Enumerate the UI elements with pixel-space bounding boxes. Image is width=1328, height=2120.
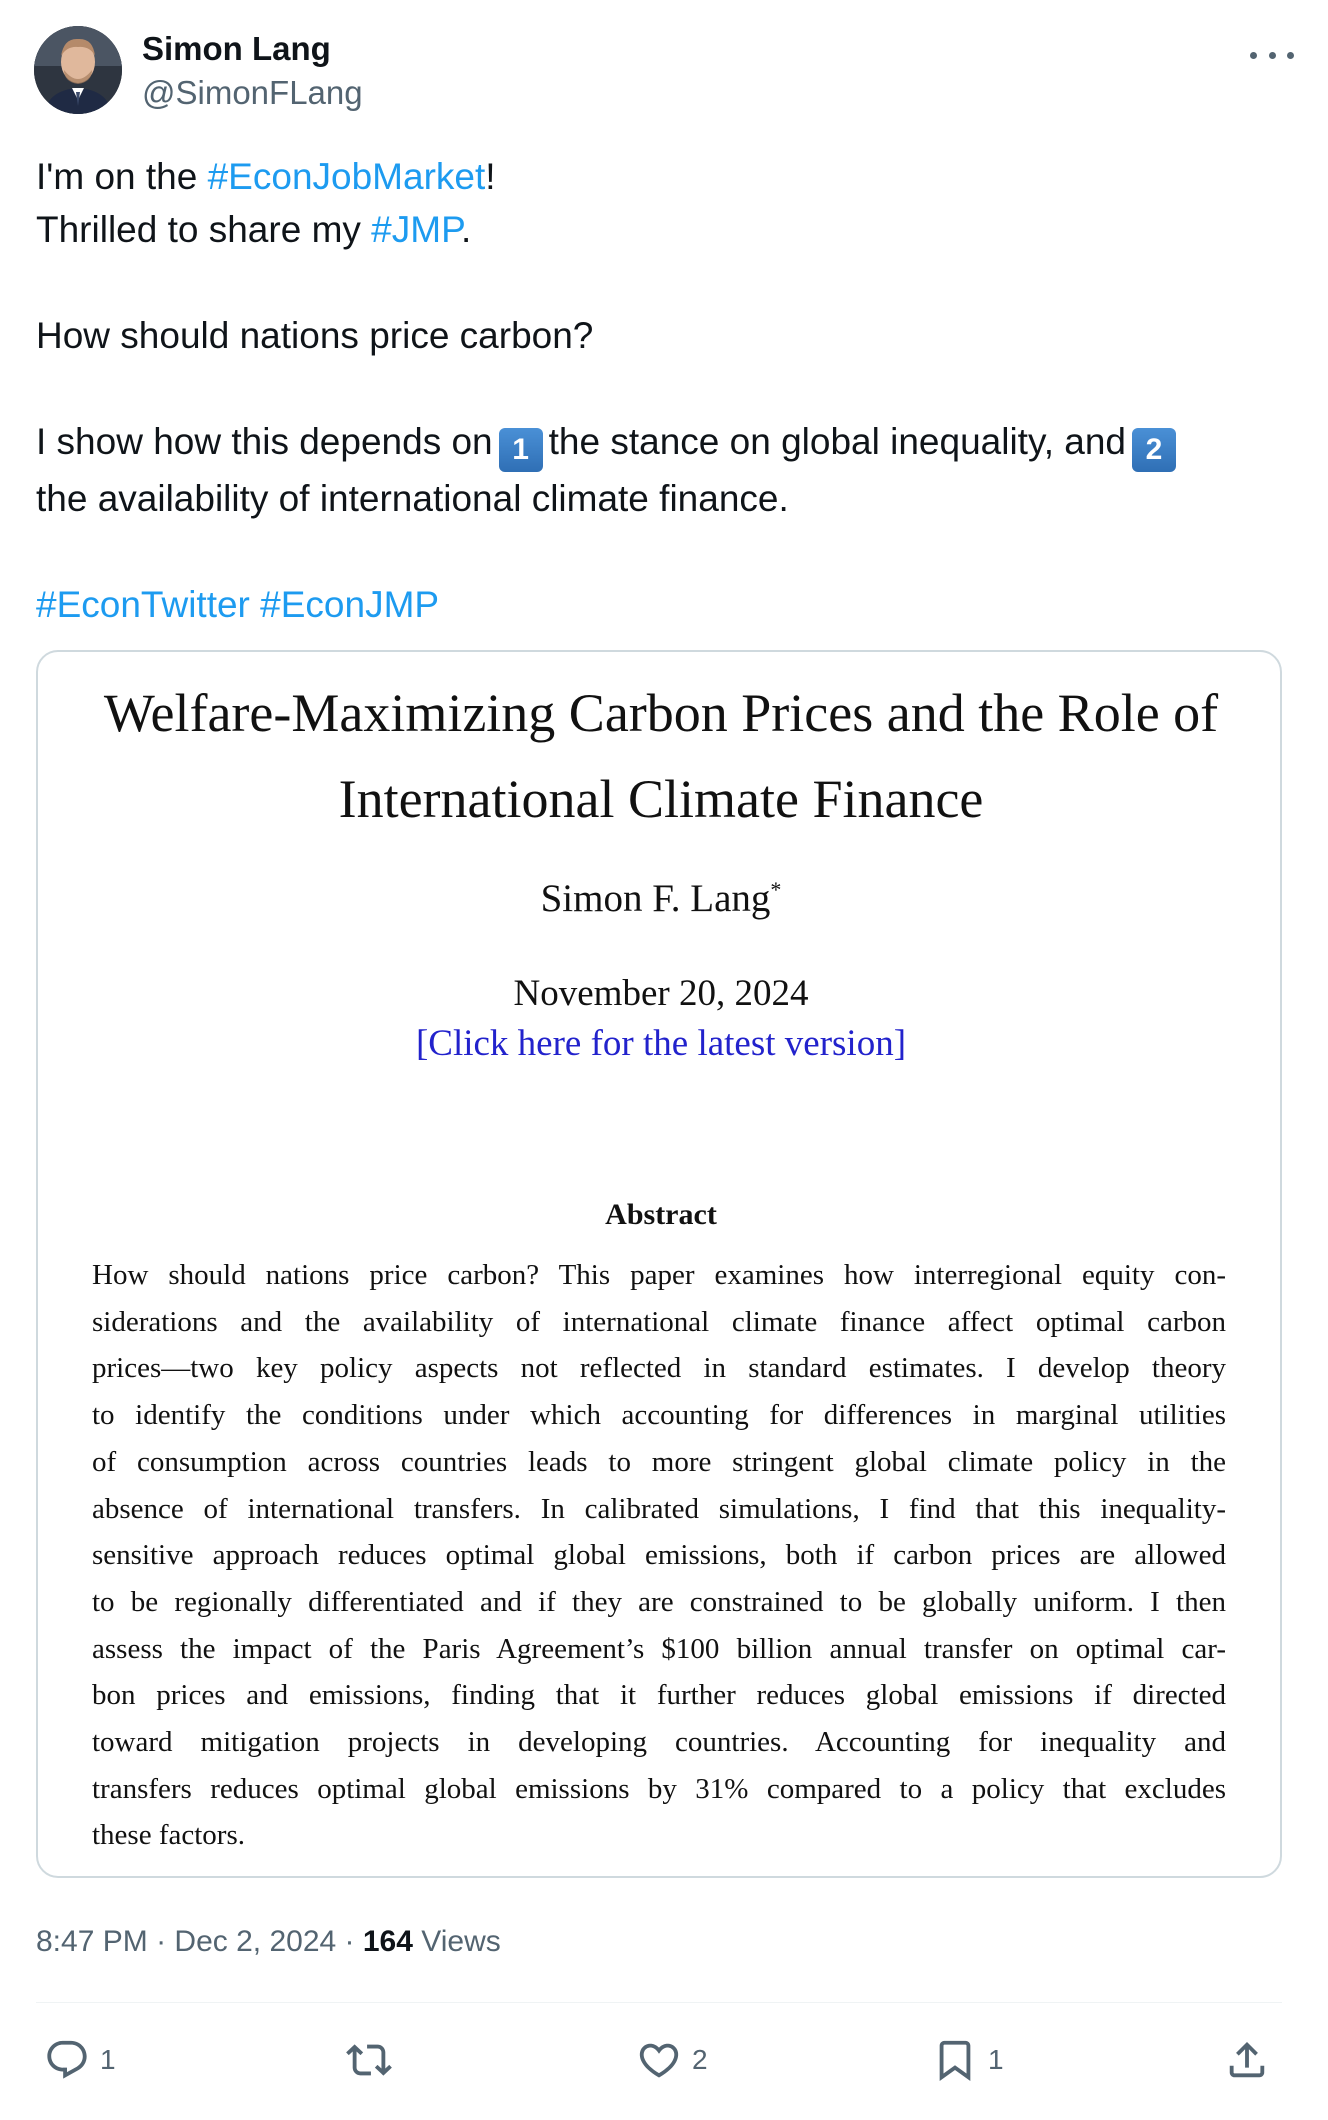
footnote-mark: *	[770, 877, 782, 902]
attached-image[interactable]	[36, 650, 1282, 1878]
keycap-one-icon: 1	[499, 428, 543, 472]
hashtag-link[interactable]: #EconJMP	[260, 584, 440, 625]
bookmark-icon	[932, 2037, 978, 2083]
abstract-line: toward mitigation projects in developing countries. Accounting for inequality and	[92, 1726, 1226, 1759]
retweet-icon	[346, 2037, 392, 2083]
divider	[36, 2002, 1282, 2003]
abstract-line: of consumption across countries leads to more stringent global climate policy in the	[92, 1445, 1226, 1478]
abstract-line: bon prices and emissions, finding that it further reduces global emissions if directed	[92, 1679, 1226, 1712]
text-segment: I show how this depends on	[36, 421, 493, 462]
views-label: Views	[412, 1925, 501, 1958]
separator: ·	[147, 1925, 175, 1958]
more-dot	[1250, 52, 1257, 59]
hashtag-link[interactable]: #EconJobMarket	[207, 156, 486, 197]
paper-date: November 20, 2024	[513, 973, 809, 1014]
retweet-button[interactable]	[346, 2030, 402, 2090]
tweet-header	[34, 26, 1294, 116]
abstract-line: to be regionally differentiated and if they are constrained to be globally uniform. I then	[92, 1585, 1226, 1618]
share-button[interactable]	[1224, 2030, 1270, 2090]
abstract-line: these factors.	[92, 1819, 245, 1852]
abstract-text	[92, 1252, 1226, 1859]
text-segment: I'm on the	[36, 156, 208, 197]
separator: ·	[336, 1925, 363, 1958]
like-icon	[636, 2037, 682, 2083]
author-name[interactable]: Simon Lang	[142, 30, 331, 67]
tweet-meta	[36, 1925, 501, 1959]
keycap-two-icon: 2	[1132, 428, 1176, 472]
bookmark-button[interactable]	[932, 2030, 1004, 2090]
tweet-line	[36, 578, 1276, 631]
blank-line	[36, 362, 1276, 415]
more-dot	[1287, 52, 1294, 59]
tweet-line	[36, 415, 1276, 472]
author-handle[interactable]: @SimonFLang	[142, 74, 363, 111]
text-segment: !	[485, 156, 496, 197]
abstract-line: to identify the conditions under which accounting for differences in marginal utilities	[92, 1399, 1226, 1432]
like-button[interactable]	[636, 2030, 708, 2090]
abstract-line: prices—two key policy aspects not reflected in standard estimates. I develop theory	[92, 1352, 1226, 1385]
abstract-heading: Abstract	[605, 1198, 717, 1231]
abstract-line: sensitive approach reduces optimal global emissions, both if carbon prices are allowed	[92, 1539, 1226, 1572]
abstract-line: siderations and the availability of international climate finance affect optimal carbon	[92, 1305, 1226, 1338]
tweet-line: the availability of international climate finance.	[36, 478, 789, 519]
tweet-line: How should nations price carbon?	[36, 315, 594, 356]
reply-icon	[44, 2037, 90, 2083]
reply-count: 1	[100, 2044, 116, 2075]
paper-author	[38, 876, 1282, 921]
tweet-time[interactable]: 8:47 PM	[36, 1925, 148, 1958]
more-dot	[1269, 52, 1276, 59]
bookmark-count: 1	[988, 2044, 1004, 2075]
paper-author-name: Simon F. Lang	[540, 877, 771, 920]
tweet-date[interactable]: Dec 2, 2024	[174, 1925, 337, 1958]
abstract-line: assess the impact of the Paris Agreement’s $100 billion annual transfer on optimal car-	[92, 1632, 1226, 1665]
avatar-photo	[34, 26, 122, 114]
abstract-line: absence of international transfers. In calibrated simulations, I find that this inequality-	[92, 1492, 1226, 1525]
action-bar	[36, 2030, 1282, 2090]
hashtag-link[interactable]: #JMP	[371, 209, 461, 250]
text-segment: .	[460, 209, 472, 250]
tweet-text	[36, 150, 1276, 631]
text-segment: Thrilled to share my	[36, 209, 372, 250]
tweet-line	[36, 150, 1276, 203]
paper-title-line: International Climate Finance	[338, 769, 984, 829]
text-segment: the stance on global inequality, and	[548, 421, 1126, 462]
abstract-line: How should nations price carbon? This paper examines how interregional equity con-	[92, 1259, 1226, 1291]
views-count: 164	[362, 1925, 413, 1958]
share-icon	[1224, 2037, 1270, 2083]
paper-title-line: Welfare-Maximizing Carbon Prices and the Role of	[103, 683, 1219, 743]
hashtag-link[interactable]: #EconTwitter	[36, 584, 250, 625]
abstract-line: transfers reduces optimal global emissions by 31% compared to a policy that excludes	[92, 1772, 1226, 1805]
more-icon[interactable]	[1250, 40, 1294, 70]
reply-button[interactable]	[44, 2030, 116, 2090]
blank-line	[36, 525, 1276, 578]
avatar[interactable]	[34, 26, 122, 114]
latest-version-link[interactable]: [Click here for the latest version]	[415, 1023, 907, 1064]
blank-line	[36, 256, 1276, 309]
tweet-line	[36, 203, 1276, 256]
like-count: 2	[692, 2044, 708, 2075]
